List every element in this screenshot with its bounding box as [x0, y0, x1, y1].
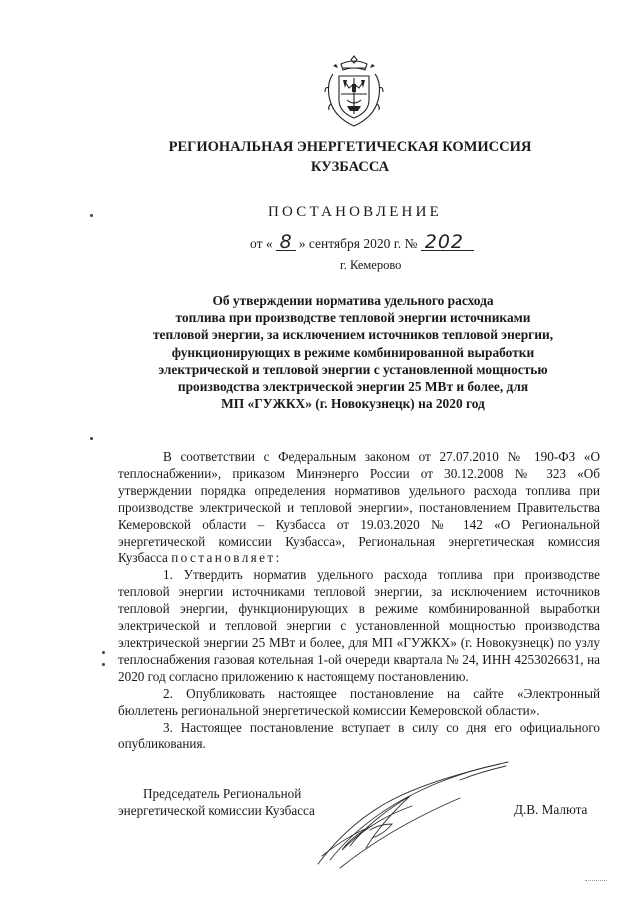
- item-3-paragraph: 3. Настоящее постановление вступает в силу со дня его официального опубликования.: [118, 719, 600, 752]
- document-title: [118, 292, 588, 412]
- signer-position-line1: Председатель Региональной: [143, 786, 302, 801]
- document-city: г. Кемерово: [340, 258, 402, 272]
- title-line: МП «ГУЖКХ» (г. Новокузнецк) на 2020 год: [221, 396, 485, 412]
- document-body: [118, 449, 600, 753]
- date-prefix: от «: [250, 236, 273, 251]
- document-type-heading: ПОСТАНОВЛЕНИЕ: [268, 204, 442, 220]
- title-line: электрической и тепловой энергии с установленной мощностью: [158, 361, 548, 377]
- signer-position-line2: энергетической комиссии Кузбасса: [118, 803, 315, 818]
- title-line: Об утверждении норматива удельного расхода: [212, 293, 494, 308]
- title-line: функционирующих в режиме комбинированной выработки: [171, 344, 535, 360]
- organization-name-line1: РЕГИОНАЛЬНАЯ ЭНЕРГЕТИЧЕСКАЯ КОМИССИЯ: [168, 139, 532, 155]
- title-line: тепловой энергии, за исключением источников тепловой энергии,: [152, 327, 554, 343]
- scan-artifact: [585, 880, 607, 882]
- item-2-paragraph: 2. Опубликовать настоящее постановление на сайте «Электронный бюллетень региональной энергетической комиссии Кемеровской области».: [118, 685, 600, 718]
- organization-name-line2: КУЗБАССА: [310, 159, 390, 175]
- title-line: производства электрической энергии 25 МВт и более, для: [177, 379, 529, 395]
- scan-artifact: [102, 663, 105, 666]
- handwritten-signature: [310, 760, 520, 870]
- scan-artifact: [90, 437, 93, 440]
- scan-artifact: [102, 651, 105, 654]
- handwritten-day: 8: [276, 234, 296, 251]
- preamble-text: В соответствии с Федеральным законом от 27.07.2010 № 190-ФЗ «О теплоснабжении», приказом Минэнерго России от 30.12.2008 № 323 «Об утверждении порядка определения нормативов удельного расхода топлива при производстве электрической и тепловой энергии», постановлением Правительства Кемеровской области – Кузбасса от 19.03.2020 № 142 «О Региональной энергетической комиссии Кузбасса», Региональная энергетическая комиссия Кузбасса: [118, 449, 600, 566]
- resolves-word: постановляет:: [171, 550, 282, 566]
- item-1-paragraph: 1. Утвердить норматив удельного расхода топлива при производстве тепловой энергии источниками тепловой энергии, за исключением источников тепловой энергии, функционирующих в режиме комбинированной выработки электрической и тепловой энергии с установленной мощностью производства электрической энергии 25 МВт и более, для МП «ГУЖКХ» (г. Новокузнецк) по узлу теплоснабжения газовая котельная 1-ой очереди квартала № 24, ИНН 4253026631, на 2020 год согласно приложению к настоящему постановлению.: [118, 567, 600, 684]
- handwritten-document-number: 202: [421, 234, 474, 251]
- signer-name: Д.В. Малюта: [514, 802, 588, 817]
- title-line: топлива при производстве тепловой энергии источниками: [175, 310, 531, 326]
- coat-of-arms-emblem: [323, 54, 385, 128]
- document-date-line: [250, 231, 474, 253]
- preamble-paragraph: [118, 449, 600, 567]
- scan-artifact: [90, 214, 93, 217]
- date-middle: » сентября 2020 г. №: [298, 236, 418, 251]
